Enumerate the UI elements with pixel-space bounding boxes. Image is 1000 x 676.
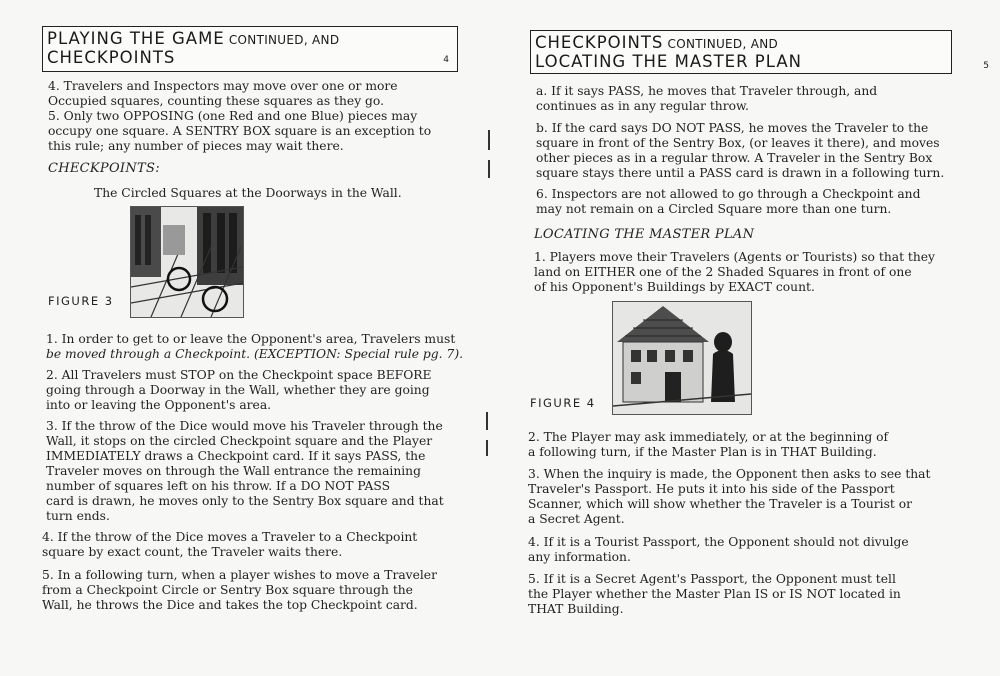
rule-1: 1. In order to get to or leave the Opponent's area, Travelers must be moved through a Checkpoint. (EXCEPTION: Special rule pg. 7). (46, 332, 464, 361)
rule-6: 6. Inspectors are not allowed to go through a Checkpoint and may not remain on a Circled Square more than one turn. (536, 187, 921, 216)
figure-4-label: FIGURE 4 (530, 396, 596, 410)
rule-5: 5. In a following turn, when a player wishes to move a Traveler from a Checkpoint Circle or Sentry Box square through the Wall, he throws the Dice and takes the top Checkpoint card. (42, 568, 437, 612)
right-header-line2: LOCATING THE MASTER PLAN (535, 52, 802, 71)
left-page (0, 0, 480, 676)
intro-line: 4. Travelers and Inspectors may move over one or more (48, 79, 398, 93)
intro-line: this rule; any number of pieces may wait there. (48, 139, 344, 153)
locating-subheading: LOCATING THE MASTER PLAN (534, 227, 755, 242)
locating-rule-1: 1. Players move their Travelers (Agents or Tourists) so that they land on EITHER one of the 2 Shaded Squares in front of one of his Opponent's Buildings by EXACT count. (534, 250, 935, 294)
right-page (510, 0, 1000, 676)
checkpoint-board-illustration (131, 207, 243, 317)
locating-rule-4: 4. If it is a Tourist Passport, the Opponent should not divulge any information. (528, 535, 909, 564)
figure-3-label: FIGURE 3 (48, 294, 114, 308)
checkpoints-subheading: CHECKPOINTS: (48, 161, 160, 176)
figure-4-image (612, 301, 752, 415)
locating-rule-3: 3. When the inquiry is made, the Opponent then asks to see that Traveler's Passport. He puts it into his side of the Passport Scanner, which will show whether the Traveler is a Tourist or a Secret Agent. (528, 467, 931, 526)
left-header-line2: CHECKPOINTS (47, 48, 176, 67)
locating-rule-5: 5. If it is a Secret Agent's Passport, the Opponent must tell the Player whether the Master Plan IS or IS NOT located in THAT Building. (528, 572, 901, 616)
rule-4: 4. If the throw of the Dice moves a Traveler to a Checkpoint square by exact count, the Traveler waits there. (42, 530, 418, 559)
gutter-mark (488, 160, 490, 178)
intro-line: Occupied squares, counting these squares as they go. (48, 94, 385, 108)
figure-3-image (130, 206, 244, 318)
rule-2: 2. All Travelers must STOP on the Checkpoint space BEFORE going through a Doorway in the Wall, whether they are going into or leaving the Opponent's area. (46, 368, 432, 412)
rule-a: a. If it says PASS, he moves that Traveler through, and continues as in any regular throw. (536, 84, 878, 113)
locating-rule-2: 2. The Player may ask immediately, or at the beginning of a following turn, if the Master Plan is in THAT Building. (528, 430, 889, 459)
right-page-header (530, 30, 989, 74)
gutter-mark (486, 412, 488, 430)
checkpoint-definition: The Circled Squares at the Doorways in the Wall. (94, 186, 402, 200)
gutter-mark (488, 130, 490, 150)
intro-line: 5. Only two OPPOSING (one Red and one Blue) pieces may (48, 109, 418, 123)
gutter-mark (486, 440, 488, 456)
left-page-number: 4 (443, 55, 449, 65)
left-page-header (42, 26, 458, 72)
intro-line: occupy one square. A SENTRY BOX square is an exception to (48, 124, 432, 138)
right-header-line1: CHECKPOINTS CONTINUED, AND (535, 33, 779, 52)
right-page-number: 5 (983, 61, 989, 71)
rule-3: 3. If the throw of the Dice would move his Traveler through the Wall, it stops on the circled Checkpoint square and the Player IMMEDIATELY draws a Checkpoint card. If it says PASS, the Traveler moves on through the Wall entrance the remaining number of squares left on his throw. If a DO NOT PASS card is drawn, he moves only to the Sentry Box square and that turn ends. (46, 419, 444, 523)
rule-b: b. If the card says DO NOT PASS, he moves the Traveler to the square in front of the Sentry Box, (or leaves it there), and moves other pieces as in a regular throw. A Traveler in the Sentry Box square stays there until a PASS card is drawn in a following turn. (536, 121, 945, 180)
building-illustration (613, 302, 751, 414)
intro-paragraphs (48, 79, 431, 154)
left-header-line1: PLAYING THE GAME CONTINUED, AND (47, 29, 340, 48)
